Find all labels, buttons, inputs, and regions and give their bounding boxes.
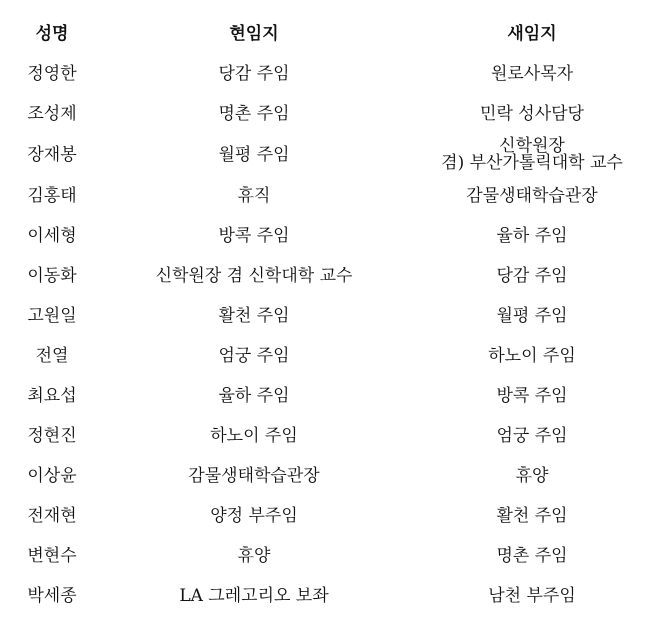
name-cell: 이상윤 (27, 466, 77, 486)
table-row (0, 496, 660, 536)
new-post-cell: 방콕 주임 (496, 386, 568, 406)
current-post-cell: 당감 주임 (218, 64, 290, 84)
current-post-cell: 월평 주임 (218, 145, 290, 165)
name-cell: 박세종 (27, 586, 77, 606)
table-row (0, 296, 660, 336)
table-row (0, 576, 660, 616)
table-row (0, 94, 660, 134)
table-row (0, 134, 660, 176)
new-post-cell: 명촌 주임 (496, 546, 568, 566)
new-post-cell: 휴양 (515, 466, 549, 486)
name-cell: 김홍태 (27, 186, 77, 206)
name-cell: 이동화 (27, 266, 77, 286)
current-post-cell: 율하 주임 (218, 386, 290, 406)
name-cell: 전재현 (27, 506, 77, 526)
new-post-cell: 남천 부주임 (488, 586, 576, 606)
table-row (0, 376, 660, 416)
header-new-post: 새임지 (507, 24, 557, 44)
name-cell: 고원일 (27, 306, 77, 326)
new-post-cell: 감물생태학습관장 (466, 186, 598, 206)
header-name: 성명 (35, 24, 69, 44)
current-post-cell: 방콕 주임 (218, 226, 290, 246)
new-post-line-1: 신학원장 (499, 136, 565, 156)
name-cell: 정영한 (27, 64, 77, 84)
name-cell: 변현수 (27, 546, 77, 566)
new-post-cell: 엄궁 주임 (496, 426, 568, 446)
header-current-post: 현임지 (229, 24, 279, 44)
table-row (0, 416, 660, 456)
current-post-cell: 양정 부주임 (210, 506, 298, 526)
table-row (0, 216, 660, 256)
table-header-row (0, 14, 660, 54)
table-row (0, 256, 660, 296)
table-row (0, 336, 660, 376)
new-post-cell: 민락 성사담당 (480, 104, 584, 124)
current-post-cell: 감물생태학습관장 (188, 466, 320, 486)
current-post-cell: 휴양 (237, 546, 271, 566)
current-post-cell: 신학원장 겸 신학대학 교수 (155, 266, 353, 286)
new-post-cell: 율하 주임 (496, 226, 568, 246)
new-post-cell: 하노이 주임 (488, 346, 576, 366)
current-post-cell: 활천 주임 (218, 306, 290, 326)
current-post-cell: 하노이 주임 (210, 426, 298, 446)
name-cell: 조성제 (27, 104, 77, 124)
new-post-cell: 활천 주임 (496, 506, 568, 526)
name-cell: 이세형 (27, 226, 77, 246)
appointment-table (0, 14, 660, 616)
current-post-cell: 명촌 주임 (218, 104, 290, 124)
new-post-cell: 당감 주임 (496, 266, 568, 286)
current-post-cell: 엄궁 주임 (218, 346, 290, 366)
current-post-cell: 휴직 (237, 186, 271, 206)
new-post-cell: 월평 주임 (496, 306, 568, 326)
new-post-cell: 원로사목자 (490, 64, 574, 84)
name-cell: 장재봉 (27, 145, 77, 165)
current-post-cell: LA 그레고리오 보좌 (179, 586, 329, 606)
name-cell: 정현진 (27, 426, 77, 446)
name-cell: 전열 (35, 346, 69, 366)
table-row (0, 456, 660, 496)
new-post-line-2: 겸) 부산가톨릭대학 교수 (441, 153, 623, 173)
table-row (0, 54, 660, 94)
table-row (0, 536, 660, 576)
table-row (0, 176, 660, 216)
new-post-cell (404, 138, 660, 172)
name-cell: 최요섭 (27, 386, 77, 406)
